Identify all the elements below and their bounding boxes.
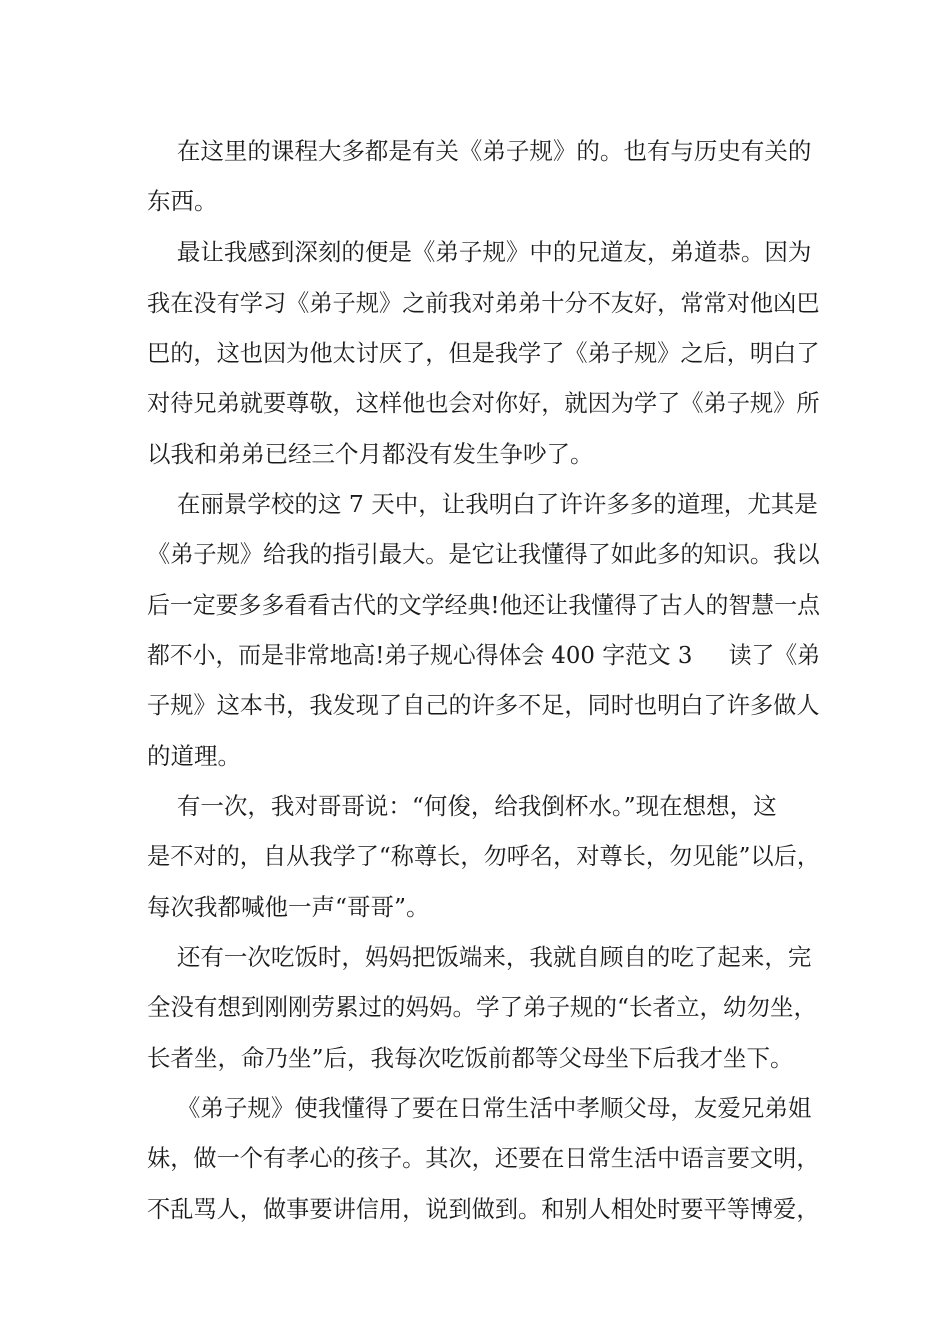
- text-line: 后一定要多多看看古代的文学经典!他还让我懂得了古人的智慧一点: [147, 591, 820, 619]
- text-line: 还有一次吃饭时，妈妈把饭端来，我就自顾自的吃了起来，完: [147, 943, 812, 971]
- text-line: 以我和弟弟已经三个月都没有发生争吵了。: [147, 440, 594, 468]
- text-line: 对待兄弟就要尊敬，这样他也会对你好，就因为学了《弟子规》所: [147, 389, 820, 417]
- text-line: 巴的，这也因为他太讨厌了，但是我学了《弟子规》之后，明白了: [147, 339, 820, 367]
- text-line: 子规》这本书，我发现了自己的许多不足，同时也明白了许多做人: [147, 691, 820, 719]
- text-line: 在这里的课程大多都是有关《弟子规》的。也有与历史有关的: [147, 137, 812, 165]
- text-line: 不乱骂人，做事要讲信用，说到做到。和别人相处时要平等博爱，: [147, 1195, 820, 1223]
- text-line: 我在没有学习《弟子规》之前我对弟弟十分不友好，常常对他凶巴: [147, 289, 820, 317]
- text-line: 都不小，而是非常地高!弟子规心得体会 400 字范文 3 读了《弟: [147, 641, 820, 669]
- text-line: 妹，做一个有孝心的孩子。其次，还要在日常生活中语言要文明，: [147, 1144, 820, 1172]
- text-line: 在丽景学校的这 7 天中，让我明白了许许多多的道理，尤其是: [147, 490, 818, 518]
- text-line: 东西。: [147, 187, 218, 215]
- text-line: 是不对的，自从我学了“称尊长，勿呼名，对尊长，勿见能”以后，: [147, 842, 821, 870]
- text-line: 有一次，我对哥哥说：“何俊，给我倒杯水。”现在想想，这: [147, 792, 777, 820]
- text-line: 《弟子规》给我的指引最大。是它让我懂得了如此多的知识。我以: [147, 540, 820, 568]
- text-line: 全没有想到刚刚劳累过的妈妈。学了弟子规的“长者立，幼勿坐，: [147, 993, 818, 1021]
- text-line: 《弟子规》使我懂得了要在日常生活中孝顺父母，友爱兄弟姐: [147, 1094, 812, 1122]
- text-line: 长者坐，命乃坐”后，我每次吃饭前都等父母坐下后我才坐下。: [147, 1044, 794, 1072]
- text-line: 的道理。: [147, 742, 241, 770]
- text-line: 最让我感到深刻的便是《弟子规》中的兄道友，弟道恭。因为: [147, 238, 812, 266]
- text-line: 每次我都喊他一声“哥哥”。: [147, 893, 430, 921]
